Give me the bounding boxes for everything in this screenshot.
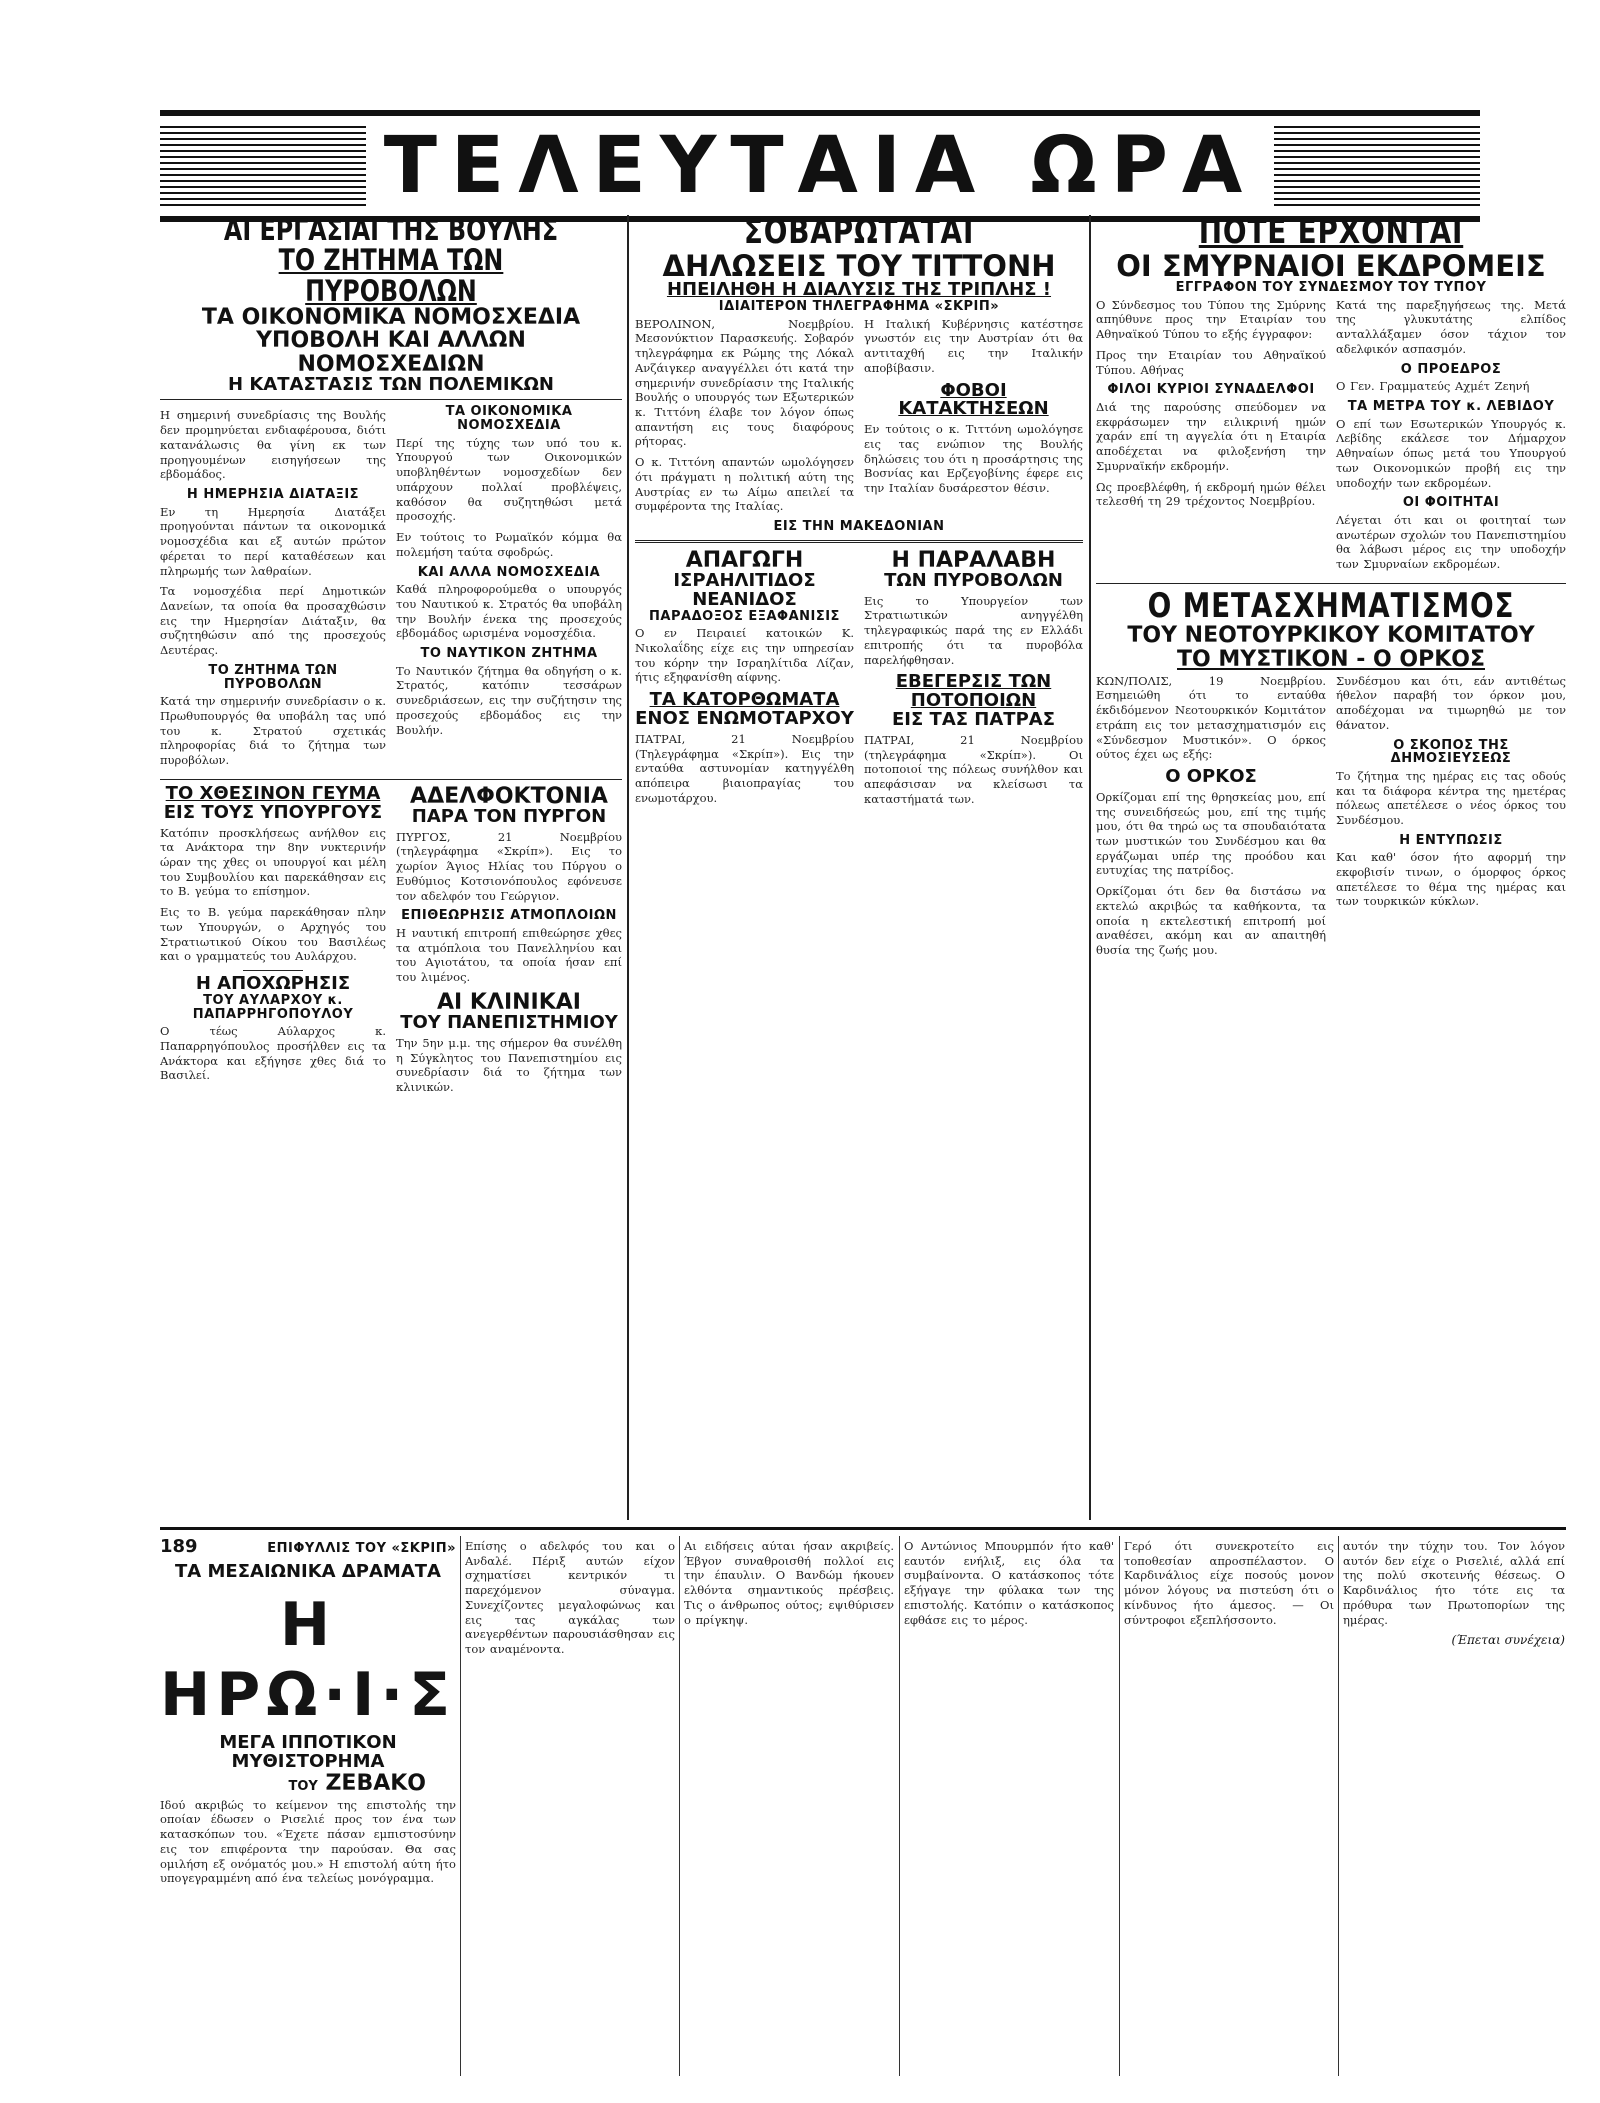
feuilleton-text: Ο Αντώνιος Μπουρμπόν ήτο καθ' εαυτόν ενήλιξ, εις όλα τα συμβαίνοντα. Ο κατάσκοπος τότε εξήγαγε την φύλακα των της επιστολής. Κατόπιν ο κατάσκοπος εφθάσε εις το μέρος. [904, 1539, 1114, 1627]
column-divider [1089, 215, 1091, 1520]
feuilleton-column [684, 1536, 894, 2076]
article-paragraph: Τα νομοσχέδια περί Δημοτικών Δανείων, τα οποία θα προσαχθώσιν εις την Ημερησίαν Διάταξιν, θα συζητηθώσιν από της προσεχούς Δευτέρας. [160, 584, 386, 658]
subheading: Ο ΣΚΟΠΟΣ ΤΗΣ ΔΗΜΟΣΙΕΥΣΕΩΣ [1390, 737, 1512, 767]
headline-abduction: ΑΠΑΓΩΓΗ [685, 547, 804, 573]
feuilleton-column [904, 1536, 1114, 2076]
article-paragraph: Ο επί των Εσωτερικών Υπουργός κ. Λεβίδης εκάλεσε τον Δήμαρχον Αθηναίων όπως μετά του Υπουργού των Οικονομικών προβή εις την υποδοχήν των εκδρομέων. [1336, 416, 1566, 490]
feuilleton-column [465, 1536, 675, 2076]
article-paragraph: Ορκίζομαι ότι δεν θα διστάσω να εκτελώ ακριβώς τα καθήκοντα, τα οποία η εκτελεστική επιτροπή μοί αναθέσει, ακόμη και αν απαιτηθή θυσία της ζωής μου. [1096, 884, 1326, 958]
article-paragraph: Διά της παρούσης σπεύδομεν να εκφράσωμεν την ειλικρινή ημών χαράν επί τη αγγελία ότι η Εταιρία αποδέχεται να φιλοξενήση την Σμυρναϊκήν εκδρομήν. [1096, 400, 1326, 473]
article-paragraph: Συνδέσμου και ότι, εάν αντιθέτως ήθελον παραβή τον όρκον μου, αποδέχομαι να τιμωρηθώ με τον θάνατον. [1336, 673, 1566, 732]
subheading: ΤΟ ΝΑΥΤΙΚΟΝ ΖΗΤΗΜΑ [420, 646, 598, 662]
feuilleton-divider [160, 1527, 1566, 1530]
column-parliament [160, 215, 622, 1520]
headline-resignation-sub: ΤΟΥ ΑΥΛΑΡΧΟΥ κ. ΠΑΠΑΡΡΗΓΟΠΟΥΛΟΥ [192, 992, 354, 1022]
subheading: ΤΑ ΜΕΤΡΑ ΤΟΥ κ. ΛΕΒΙΔΟΥ [1347, 399, 1555, 414]
masthead [160, 110, 1480, 222]
article-paragraph: ΒΕΡΟΛΙΝΟΝ, Νοεμβρίου. Μεσονύκτιον Παρασκευής. Σοβαρόν τηλεγράφημα εκ Ρώμης της Λόκαλ Ανζάιγκερ αναγγέλλει ότι κατά την σημερινήν συνεδρίασιν της Ιταλικής Βουλής ο υπουργός των Εξωτερικών κ. Τιττόνη έλαβε τον λόγον όπως απαντήση εις τους διαφόρους ρήτορας. [635, 316, 854, 449]
feuilleton-text: Επίσης ο αδελφός του και ο Ανδαλέ. Πέριξ αυτών είχον σχηματίσει κεντρικόν τι παρεχόμενον σύναγμα. Συνεχίζοντες μεγαλοφώνως και εις τας αγκάλας των ανεγερθέντων παρουσιάσθησαν εις τον αναμένοντα. [465, 1539, 675, 1657]
headline-conquest-fears: ΦΟΒΟΙ ΚΑΤΑΚΤΗΣΕΩΝ [898, 379, 1049, 420]
feuilleton-collection: ΤΑ ΜΕΣΑΙΩΝΙΚΑ ΔΡΑΜΑΤΑ [175, 1561, 441, 1582]
subheading-oath: Ο ΟΡΚΟΣ [1165, 765, 1257, 787]
column-divider [1338, 1536, 1339, 2076]
column-divider [1119, 1536, 1120, 2076]
article-paragraph: ΠΑΤΡΑΙ, 21 Νοεμβρίου (τηλεγράφημα «Σκρίπ»). Οι ποτοποιοί της πόλεως συνήλθον και απεφάσισαν να κλείσωσι τα καταστήματά των. [864, 732, 1083, 806]
headline-parliament: ΑΙ ΕΡΓΑΣΙΑΙ ΤΗΣ ΒΟΥΛΗΣ [223, 215, 559, 247]
headline-dinner: ΤΟ ΧΘΕΣΙΝΟΝ ΓΕΥΜΑ [165, 782, 381, 804]
feuilleton-number: 189 [160, 1536, 198, 1557]
article-paragraph: Κατά την σημερινήν συνεδρίασιν ο κ. Πρωθυπουργός θα υποβάλη τας υπό του κ. Στρατού σχετικάς πληροφορίας διά το ζήτημα των πυροβόλων. [160, 694, 386, 768]
feuilleton-author-prefix: ΤΟΥ [288, 1778, 318, 1794]
feuilleton-column [1124, 1536, 1334, 2076]
feuilleton-header [160, 1536, 456, 2076]
masthead-title: ΤΕΛΕΥΤΑΙΑ ΩΡΑ [366, 121, 1275, 211]
article-paragraph: Εν τη Ημερησία Διατάξει προηγούνται πάντων τα οικονομικά νομοσχέδια και εξ αυτών πρώτον φέρεται το περί καταθέσεων και πληρωμής των λαθραίων. [160, 504, 386, 578]
headline-other-bills: ΥΠΟΒΟΛΗ ΚΑΙ ΑΛΛΩΝ ΝΟΜΟΣΧΕΔΙΩΝ [256, 328, 526, 377]
article-paragraph: Εν τούτοις το Ρωμαϊκόν κόμμα θα πολεμήση ταύτα σφοδρώς. [396, 530, 622, 559]
headline-fratricide: ΑΔΕΛΦΟΚΤΟΝΙΑ [410, 783, 608, 809]
article-paragraph: Ο εν Πειραιεί κατοικών Κ. Νικολαΐδης είχε εις την υπηρεσίαν του κόρην την Ισραηλίτιδα Λίζαν, ήτις εξηφανίσθη αίφνης. [635, 626, 854, 685]
headline-clinics-sub: ΤΟΥ ΠΑΝΕΠΙΣΤΗΜΙΟΥ [400, 1011, 618, 1033]
article-paragraph: Το Ναυτικόν ζήτημα θα οδηγήση ο κ. Στρατός, κατόπιν τεσσάρων συνεδριάσεων, εις την συζήτησιν της προσεχούς εβδομάδος εις την Βουλήν. [396, 663, 622, 737]
article-paragraph: Κατά της παρεξηγήσεως της. Μετά της γλυκυτάτης ελπίδος ανταλλάξαμεν όσον τάχιον τον αδελφικόν ασπασμόν. [1336, 297, 1566, 356]
article-paragraph: Η σημερινή συνεδρίασις της Βουλής δεν προμηνύεται ενδιαφέρουσα, διότι κατανάλωσις θα γίνη εκ των προηγουμένων εισηγήσεων της εβδομάδος. [160, 408, 386, 482]
headline-abduction-sub: ΙΣΡΑΗΛΙΤΙΔΟΣ ΝΕΑΝΙΔΟΣ [673, 569, 816, 610]
signature: Ο ΠΡΟΕΔΡΟΣ [1400, 361, 1502, 377]
headline-press-document: ΕΓΓΡΑΦΟΝ ΤΟΥ ΣΥΝΔΕΣΜΟΥ ΤΟΥ ΤΥΠΟΥ [1175, 280, 1487, 296]
subheading: ΕΙΣ ΤΗΝ ΜΑΚΕΔΟΝΙΑΝ [773, 519, 945, 534]
feuilleton-text: Αι ειδήσεις αύται ήσαν ακριβείς. Έβγον συναθροισθή πολλοί εις την έπαυλιν. Ο Βανδώμ ήκουεν ελθόντα σημαντικούς πρέσβεις. Τις ο άνθρωπος ούτος; εψιθύρισεν ο πρίγκηψ. [684, 1539, 894, 1627]
article-paragraph: Εις το Υπουργείον των Στρατιωτικών ανηγγέλθη τηλεγραφικώς παρά της εν Ελλάδι επιτροπής ότι τα πυροβόλα παρελήφθησαν. [864, 593, 1083, 667]
article-paragraph: Λέγεται ότι και οι φοιτηταί των ανωτέρων σχολών του Πανεπιστημίου θα λάβωσι μέρος εις την υποδοχήν των Σμυρναίων εκδρομέων. [1336, 512, 1566, 572]
article-paragraph: ΠΥΡΓΟΣ, 21 Νοεμβρίου (τηλεγράφημα «Σκρίπ»). Εις το χωρίον Άγιος Ηλίας του Πύργου ο Ευθύμιος Κοτσιονόπουλος εφόνευσε τον αδελφόν του Γεώργιον. [396, 829, 622, 903]
feuilleton-series: ΕΠΙΦΥΛΛΙΣ ΤΟΥ «ΣΚΡΙΠ» [267, 1541, 456, 1556]
article-paragraph: Ως προεβλέφθη, ή εκδρομή ημών θέλει τελεσθή τη 29 τρέχοντος Νοεμβρίου. [1096, 479, 1326, 509]
column-tittoni [635, 215, 1083, 1520]
headline-smyrna-excursionists: ΟΙ ΣΜΥΡΝΑΙΟΙ ΕΚΔΡΟΜΕΙΣ [1116, 248, 1546, 283]
subheading: ΤΑ ΟΙΚΟΝΟΜΙΚΑ ΝΟΜΟΣΧΕΔΙΑ [445, 404, 573, 434]
headline-warships: Η ΚΑΤΑΣΤΑΣΙΣ ΤΩΝ ΠΟΛΕΜΙΚΩΝ [228, 373, 554, 395]
headline-transformation: Ο ΜΕΤΑΣΧΗΜΑΤΙΣΜΟΣ [1147, 585, 1515, 626]
feuilleton-author: ΖΕΒΑΚΟ [325, 1770, 426, 1796]
article-paragraph: Ορκίζομαι επί της θρησκείας μου, επί της συνειδήσεώς μου, επί της τιμής μου, ότι θα τηρώ ως τα σπουδαιότατα των μυστικών του Συνδέσμου και θα εργάζωμαι υπέρ της προόδου και ευτυχίας της πατρίδος. [1096, 789, 1326, 878]
headline-secret-oath: ΤΟ ΜΥΣΤΙΚΟΝ - Ο ΟΡΚΟΣ [1177, 646, 1485, 672]
column-divider [899, 1536, 900, 2076]
article-paragraph: Ο τέως Αύλαρχος κ. Παπαρρηγόπουλος προσήλθεν εις τα Ανάκτορα και εξήγησε χθες διά το Βασιλεί. [160, 1024, 386, 1083]
headline-budget-bills: ΤΑ ΟΙΚΟΝΟΜΙΚΑ ΝΟΜΟΣΧΕΔΙΑ [201, 305, 581, 331]
feuilleton-continued: (Έπεται συνέχεια) [1451, 1633, 1565, 1648]
feuilleton-text: αυτόν την τύχην του. Τον λόγον αυτόν δεν είχε ο Ρισελιέ, αλλά επί της πολύ σκοτεινής θέσεως. Ο Καρδινάλιος ήτο τότε εις τα πρόθυρα των Πρωτοπορίων της ημέρας. [1343, 1539, 1565, 1627]
headline-resignation: Η ΑΠΟΧΩΡΗΣΙΣ [195, 973, 351, 995]
article-paragraph: ΠΑΤΡΑΙ, 21 Νοεμβρίου (Τηλεγράφημα «Σκρίπ»). Εις την ενταύθα αστυνομίαν κατηγγέλθη απόπειρα βιαιοπραγίας του ενωμοτάρχου. [635, 731, 854, 805]
headline-young-turk-committee: ΤΟΥ ΝΕΟΤΟΥΡΚΙΚΟΥ ΚΟΜΙΤΑΤΟΥ [1127, 623, 1535, 649]
headline-cannons: ΤΟ ΖΗΤΗΜΑ ΤΩΝ ΠΥΡΟΒΟΛΩΝ [278, 243, 504, 308]
article-paragraph: Ο Σύνδεσμος του Τύπου της Σμύρνης απηύθυνε προς την Εταιρίαν του Αθηναϊκού Τύπου το εξής έγγραφον: [1096, 297, 1326, 342]
article-paragraph: Εν τούτοις ο κ. Τιττόνη ωμολόγησε εις τας ενώπιον της Βουλής δηλώσεις του ότι η προσάρτησις της Βοσνίας και Ερζεγοβίνης έφερε εις την Ιταλίαν δυσάρεστον θέσιν. [864, 422, 1083, 496]
article-paragraph: Κατόπιν προσκλήσεως ανήλθον εις τα Ανάκτορα την 8ην νυκτερινήν ώραν της χθες οι υπουργοί και μέλη του Συμβουλίου και παρεκάθησαν εις το Β. γεύμα το επίσημον. [160, 825, 386, 899]
headline-distillers: ΕΒΕΓΕΡΣΙΣ ΤΩΝ ΠΟΤΟΠΟΙΩΝ [895, 671, 1052, 712]
subheading: ΙΔΙΑΙΤΕΡΟΝ ΤΗΛΕΓΡΑΦΗΜΑ «ΣΚΡΙΠ» [718, 299, 1000, 315]
subheading: ΦΙΛΟΙ ΚΥΡΙΟΙ ΣΥΝΑΔΕΛΦΟΙ [1107, 382, 1315, 398]
headline-dinner-sub: ΕΙΣ ΤΟΥΣ ΥΠΟΥΡΓΟΥΣ [163, 801, 383, 823]
headline-receipt-sub: ΤΩΝ ΠΥΡΟΒΟΛΩΝ [884, 569, 1063, 591]
article-paragraph: Προς την Εταιρίαν του Αθηναϊκού Τύπου. Αθήνας [1096, 347, 1326, 377]
feuilleton-column [1343, 1536, 1565, 2076]
article-paragraph: Καθά πληροφορούμεθα ο υπουργός του Ναυτικού κ. Στρατός θα υποβάλη την Βουλήν ένεκα της προσεχούς εβδομάδος ωρισμένα νομοσχέδια. [396, 582, 622, 641]
headline-steamships: ΕΠΙΘΕΩΡΗΣΙΣ ΑΤΜΟΠΛΟΙΩΝ [401, 908, 617, 924]
headline-tittoni: ΔΗΛΩΣΕΙΣ ΤΟΥ ΤΙΤΤΟΝΗ [662, 248, 1056, 283]
article-paragraph: Ο κ. Τιττόνη απαντών ωμολόγησεν ότι πράγματι η πολιτική αύτη της Αυστρίας εν τω Αίμω απειλεί τα συμφέροντα της Ιταλίας. [635, 455, 854, 514]
feuilleton-text: Γερό ότι συνεκροτείτο εις τοποθεσίαν απροσπέλαστον. Ο Καρδινάλιος είχε ποσούς μονον μόνον λόγους να πιστεύση ότι ο κίνδυνος ήτο άμεσος. — Οι σύντροφοι εξεπλήσσοντο. [1124, 1539, 1334, 1627]
subheading: Η ΕΝΤΥΠΩΣΙΣ [1399, 832, 1503, 848]
article-paragraph: Και καθ' όσον ήτο αφορμή την εκφοβισίν τινων, ο όμορφος όρκος απετέλεσε το θέμα της ημέρας και των τουρκικών κύκλων. [1336, 850, 1566, 909]
headline-when-coming: ΠΟΤΕ ΕΡΧΟΝΤΑΙ [1198, 215, 1464, 252]
article-paragraph: Το ζήτημα της ημέρας εις τας οδούς και τα διάφορα κέντρα της ημετέρας πόλεως απετέλεσε ο νέος όρκος του Συνδέσμου. [1336, 768, 1566, 827]
subheading: ΟΙ ΦΟΙΤΗΤΑΙ [1402, 495, 1500, 511]
feuilleton-text: Ιδού ακριβώς το κείμενον της επιστολής την οποίαν έδωσεν ο Ρισελιέ προς τον ένα των κατασκόπων του. «Έχετε πάσαν εμπιστοσύνην εις τον επιφέροντα την παρούσαν. Θα σας ομιλήση εξ ονόματός μου.» Η επιστολή αύτη ήτο υπογεγραμμένη από ένα τελείως μονόγραμμα. [160, 1797, 456, 1886]
article-paragraph: Η Ιταλική Κυβέρνησις κατέστησε γνωστόν εις την Αυστρίαν ότι θα αντιταχθή εις την Ιταλικήν αποβίβασιν. [864, 316, 1083, 375]
headline-fratricide-sub: ΠΑΡΑ ΤΟΝ ΠΥΡΓΟΝ [411, 805, 607, 827]
headline-clinics: ΑΙ ΚΛΙΝΙΚΑΙ [437, 989, 581, 1015]
headline-corporal-sub: ΕΝΟΣ ΕΝΩΜΟΤΑΡΧΟΥ [635, 707, 854, 729]
article-paragraph: Την 5ην μ.μ. της σήμερον θα συνέλθη η Σύγκλητος του Πανεπιστημίου εις συνεδρίασιν διά το ζήτημα των κλινικών. [396, 1035, 622, 1095]
headline-most-serious: ΣΟΒΑΡΩΤΑΤΑΙ [743, 215, 975, 252]
headline-triple-alliance: ΗΠΕΙΛΗΘΗ Η ΔΙΑΛΥΣΙΣ ΤΗΣ ΤΡΙΠΛΗΣ ! [666, 279, 1052, 301]
column-smyrna [1096, 215, 1566, 1520]
column-divider [679, 1536, 680, 2076]
headline-distillers-sub: ΕΙΣ ΤΑΣ ΠΑΤΡΑΣ [891, 709, 1056, 730]
headline-abduction-sub2: ΠΑΡΑΔΟΞΟΣ ΕΞΑΦΑΝΙΣΙΣ [649, 608, 840, 624]
column-divider [460, 1536, 461, 2076]
subheading: ΤΟ ΖΗΤΗΜΑ ΤΩΝ ΠΥΡΟΒΟΛΩΝ [208, 662, 338, 692]
signature-secretary: Ο Γεν. Γραμματεύς Αχμέτ Ζεηνή [1336, 379, 1530, 394]
subheading: ΚΑΙ ΑΛΛΑ ΝΟΜΟΣΧΕΔΙΑ [417, 564, 601, 580]
column-divider [627, 215, 629, 1520]
article-paragraph: ΚΩΝ/ΠΟΛΙΣ, 19 Νοεμβρίου. Εσημειώθη ότι το ενταύθα έκδιδόμενον Νεοτουρκικόν Κομιτάτον ετράπη εις τον μετασχηματισμόν εις «Σύνδεσμον Μυστικόν». Ο όρκος ούτος έχει ως εξής: [1096, 673, 1326, 762]
headline-receipt: Η ΠΑΡΑΛΑΒΗ [891, 547, 1056, 573]
article-paragraph: Περί της τύχης των υπό του κ. Υπουργού των Οικονομικών υποβληθέντων νομοσχεδίων δεν υπάρχουν πολλαί προβλέψεις, καθόσον θα συζητηθώσι μετά προσοχής. [396, 435, 622, 524]
feuilleton-subtitle: ΜΕΓΑ ΙΠΠΟΤΙΚΟΝ ΜΥΘΙΣΤΟΡΗΜΑ [219, 1731, 397, 1772]
headline-corporal: ΤΑ ΚΑΤΟΡΘΩΜΑΤΑ [649, 689, 840, 711]
article-paragraph: Η ναυτική επιτροπή επιθεώρησε χθες τα ατμόπλοια του Πανελληνίου και του Αγιοτάτου, τα οποία ήσαν επί του λιμένος. [396, 926, 622, 985]
article-paragraph: Εις το Β. γεύμα παρεκάθησαν πλην των Υπουργών, ο Αρχηγός του Στρατιωτικού Οίκου του Βασιλέως και ο γραμματεύς του Αυλάρχου. [160, 905, 386, 964]
feuilleton-title: Η ΗΡΩ·Ι·Σ [160, 1589, 456, 1730]
subheading: Η ΗΜΕΡΗΣΙΑ ΔΙΑΤΑΞΙΣ [186, 487, 360, 503]
